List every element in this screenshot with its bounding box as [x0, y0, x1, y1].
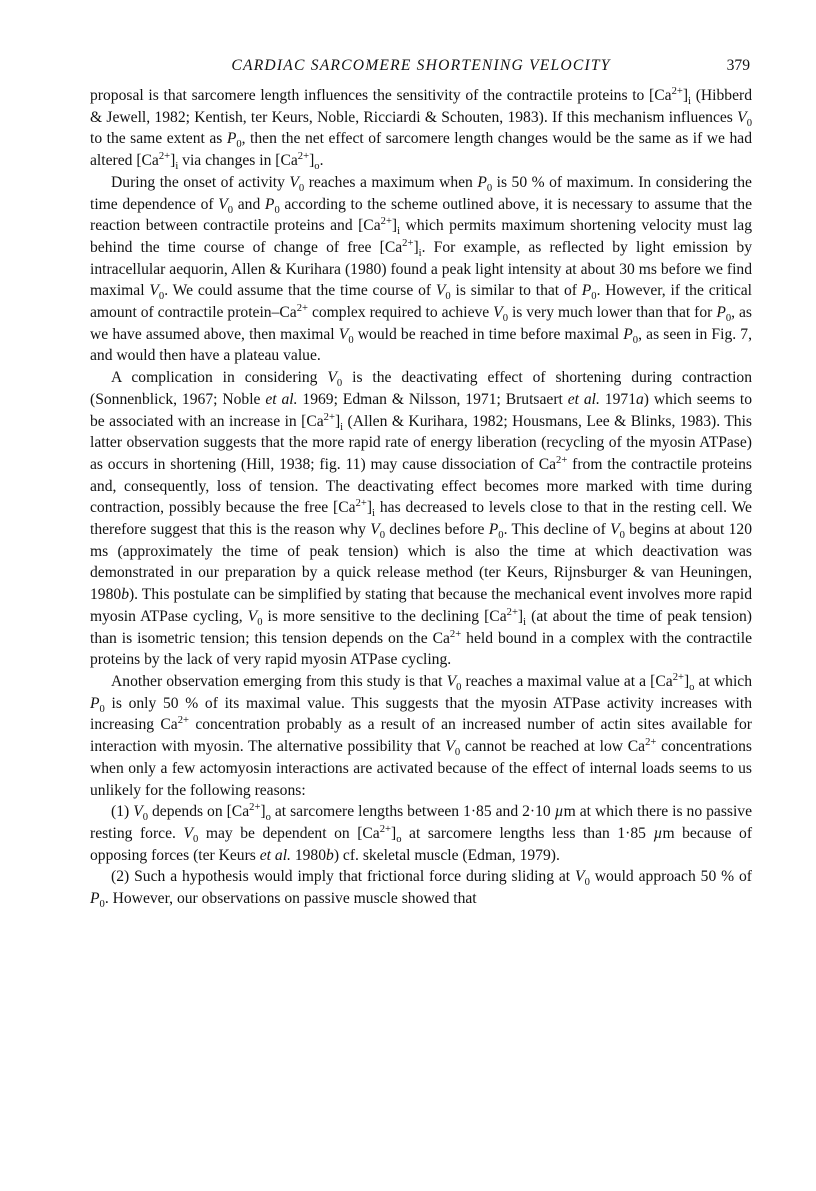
page-number: 379 — [726, 57, 750, 74]
paragraph-2: During the onset of activity $V_0$ reaches a maximum when $P_0$ is 50 % of maximum. In considering the time dependence of $V_0$ and $P_0$ according to the scheme outlined above, it is necessary to assume that the reaction between contractile proteins and $[Ca^{2+}]_i$ which permits maximum shortening velocity must lag behind the time course of change of free $[Ca^{2+}]_i$. For example, as reflected by light emission by intracellular aequorin, Allen & Kurihara (1980) found a peak light intensity at about 30 ms before we find maximal $V_0$. We could assume that the time course of $V_0$ is similar to that of $P_0$. However, if the critical amount of contractile protein–$Ca^{2+}$ complex required to achieve $V_0$ is very much lower than that for $P_0$, as we have assumed above, then maximal $V_0$ would be reached in time before maximal $P_0$, as seen in Fig. 7, and would then have a plateau value. — [90, 173, 752, 365]
page-header — [90, 55, 752, 77]
paragraph-1: proposal is that sarcomere length influences the sensitivity of the contractile proteins to $[Ca^{2+}]_i$ (Hibberd & Jewell, 1982; Kentish, ter Keurs, Noble, Ricciardi & Schouten, 1983). If this mechanism influences $V_0$ to the same extent as $P_0$, then the net effect of sarcomere length changes would be the same as if we had altered $[Ca^{2+}]_i$ via changes in $[Ca^{2+}]_o$. — [90, 85, 752, 173]
paragraph-6: (2) Such a hypothesis would imply that frictional force during sliding at $V_0$ would approach 50 % of $P_0$. However, our observations on passive muscle showed that — [90, 868, 752, 911]
body-text — [90, 85, 752, 910]
journal-page — [90, 55, 752, 910]
paragraph-5: (1) $V_0$ depends on $[Ca^{2+}]_o$ at sarcomere lengths between 1·85 and 2·10 µm at which there is no passive resting force. $V_0$ may be dependent on $[Ca^{2+}]_o$ at sarcomere lengths less than 1·85 µm because of opposing forces (ter Keurs et al. 1980b) cf. skeletal muscle (Edman, 1979). — [90, 802, 753, 864]
paragraph-3: A complication in considering $V_0$ is the deactivating effect of shortening during contraction (Sonnenblick, 1967; Noble et al. 1969; Edman & Nilsson, 1971; Brutsaert et al. 1971a) which seems to be associated with an increase in $[Ca^{2+}]_i$ (Allen & Kurihara, 1982; Housmans, Lee & Blinks, 1983). This latter observation suggests that the more rapid rate of energy liberation (recycling of the myosin ATPase) as occurs in shortening (Hill, 1938; fig. 11) may cause dissociation of $Ca^{2+}$ from the contractile proteins and, consequently, loss of tension. The deactivating effect becomes more marked with time during contraction, possibly because the free $[Ca^{2+}]_i$ has decreased to levels close to that in the resting cell. We therefore suggest that this is the reason why $V_0$ declines before $P_0$. This decline of $V_0$ begins at about 120 ms (approximately the time of peak tension) which is also the time at which deactivation was demonstrated in our preparation by a quick release method (ter Keurs, Rijnsburger & van Heuningen, 1980b). This postulate can be simplified by stating that because the mechanical event involves more rapid myosin ATPase cycling, $V_0$ is more sensitive to the declining $[Ca^{2+}]_i$ (at about the time of peak tension) than is isometric tension; this tension depends on the $Ca^{2+}$ held bound in a complex with the contractile proteins by the lack of very rapid myosin ATPase cycling. — [90, 369, 752, 669]
paragraph-4: Another observation emerging from this study is that $V_0$ reaches a maximal value at a $[Ca^{2+}]_o$ at which $P_0$ is only 50 % of its maximal value. This suggests that the myosin ATPase activity increases with increasing $Ca^{2+}$ concentration probably as a result of an increased number of actin sites available for interaction with myosin. The alternative possibility that $V_0$ cannot be reached at low $Ca^{2+}$ concentrations when only a few actomyosin interactions are activated because of the effect of internal loads seems to us unlikely for the following reasons: — [90, 671, 752, 799]
running-title: CARDIAC SARCOMERE SHORTENING VELOCITY — [231, 57, 611, 74]
